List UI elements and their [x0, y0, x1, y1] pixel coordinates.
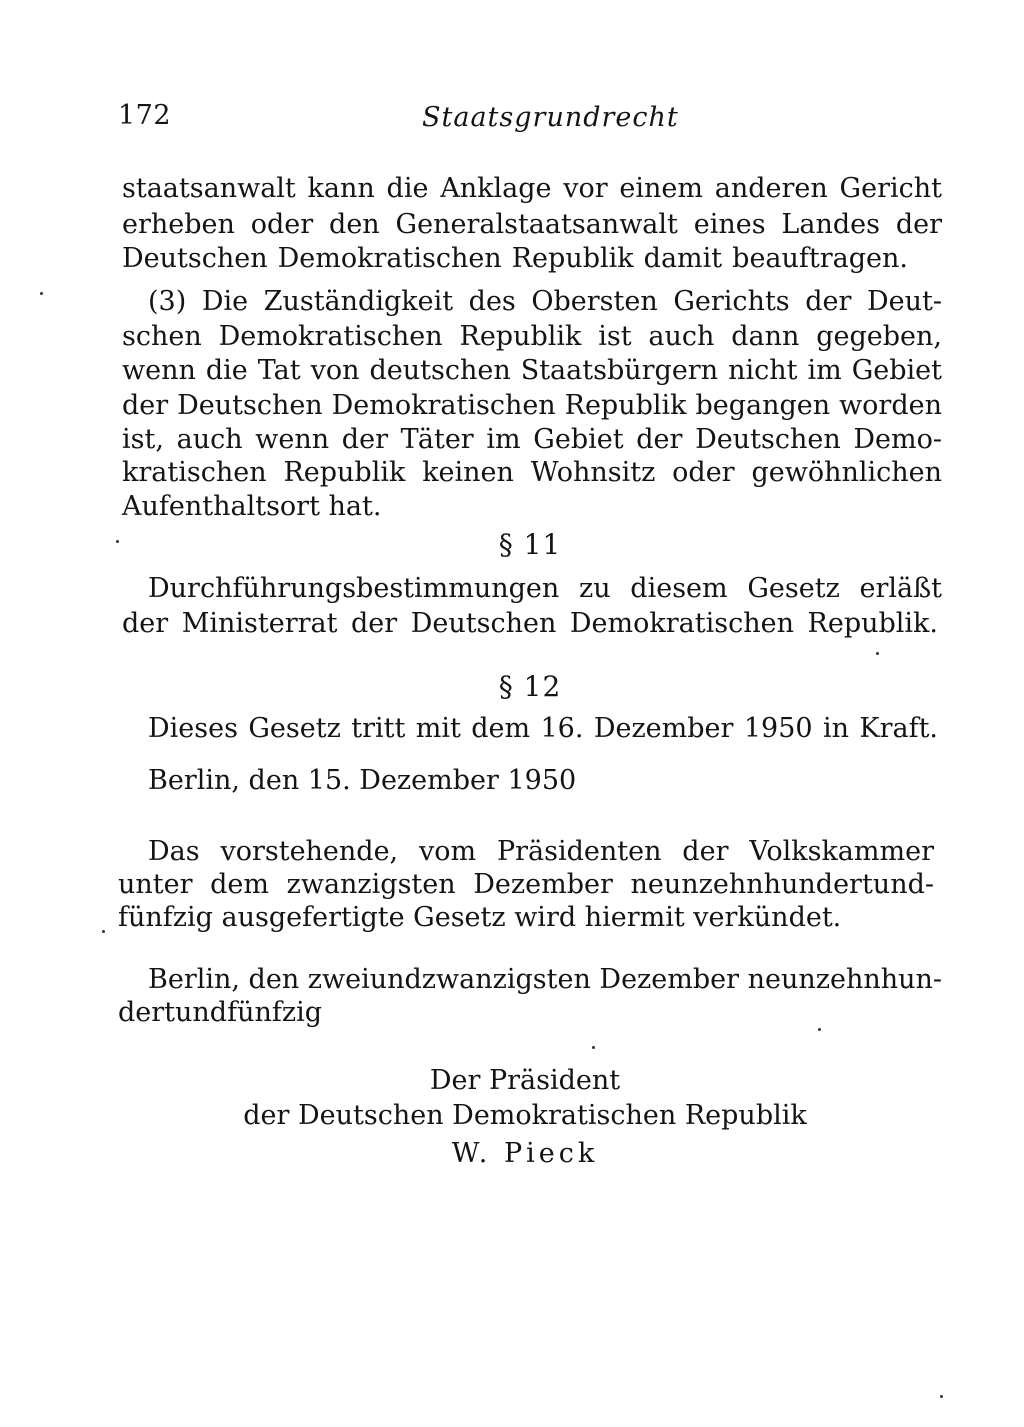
text-line: Berlin, den zweiundzwanzigsten Dezember neunzehnhun-: [148, 964, 943, 995]
print-speck: [116, 540, 119, 543]
signature-name: W. Pieck: [451, 1138, 599, 1169]
date-line: Berlin, den 15. Dezember 1950: [148, 765, 577, 796]
text-line: erheben oder den Generalstaatsanwalt eines Landes der: [122, 209, 942, 240]
print-speck: [940, 1395, 943, 1398]
text-line: Aufenthaltsort hat.: [122, 491, 382, 522]
section-11-heading: § 11: [498, 528, 562, 561]
text-line: (3) Die Zuständigkeit des Obersten Gerichts der Deut-: [148, 286, 942, 317]
running-title: Staatsgrundrecht: [422, 102, 679, 133]
text-line: fünfzig ausgefertigte Gesetz wird hiermit verkündet.: [118, 902, 842, 933]
page-number: 172: [118, 100, 172, 131]
text-line: kratischen Republik keinen Wohnsitz oder gewöhnlichen: [122, 457, 942, 488]
text-line: unter dem zwanzigsten Dezember neunzehnhundertund-: [118, 869, 934, 900]
print-speck: [40, 292, 43, 295]
print-speck: [876, 652, 879, 655]
print-speck: [818, 1028, 821, 1031]
text-line: wenn die Tat von deutschen Staatsbürgern nicht im Gebiet: [122, 355, 942, 386]
text-line: Das vorstehende, vom Präsidenten der Volkskammer: [148, 836, 934, 867]
text-line: schen Demokratischen Republik ist auch dann gegeben,: [122, 321, 942, 352]
print-speck: [592, 1046, 595, 1049]
text-line: Deutschen Demokratischen Republik damit beauftragen.: [122, 243, 908, 274]
section-12-heading: § 12: [498, 670, 562, 703]
text-line: ist, auch wenn der Täter im Gebiet der Deutschen Demo-: [122, 424, 942, 455]
page-header: [118, 100, 679, 140]
text-line: der Deutschen Demokratischen Republik begangen worden: [122, 390, 942, 421]
text-line: der Ministerrat der Deutschen Demokratischen Republik.: [122, 608, 938, 639]
text-line: dertundfünfzig: [118, 997, 322, 1028]
print-speck: [102, 930, 105, 933]
text-line: staatsanwalt kann die Anklage vor einem anderen Gericht: [122, 173, 942, 204]
signature-office: der Deutschen Demokratischen Republik: [243, 1100, 807, 1131]
section-12-body: Dieses Gesetz tritt mit dem 16. Dezember 1950 in Kraft.: [148, 713, 938, 744]
signature-title: Der Präsident: [429, 1065, 621, 1096]
text-line: Durchführungsbestimmungen zu diesem Gesetz erläßt: [148, 573, 942, 604]
